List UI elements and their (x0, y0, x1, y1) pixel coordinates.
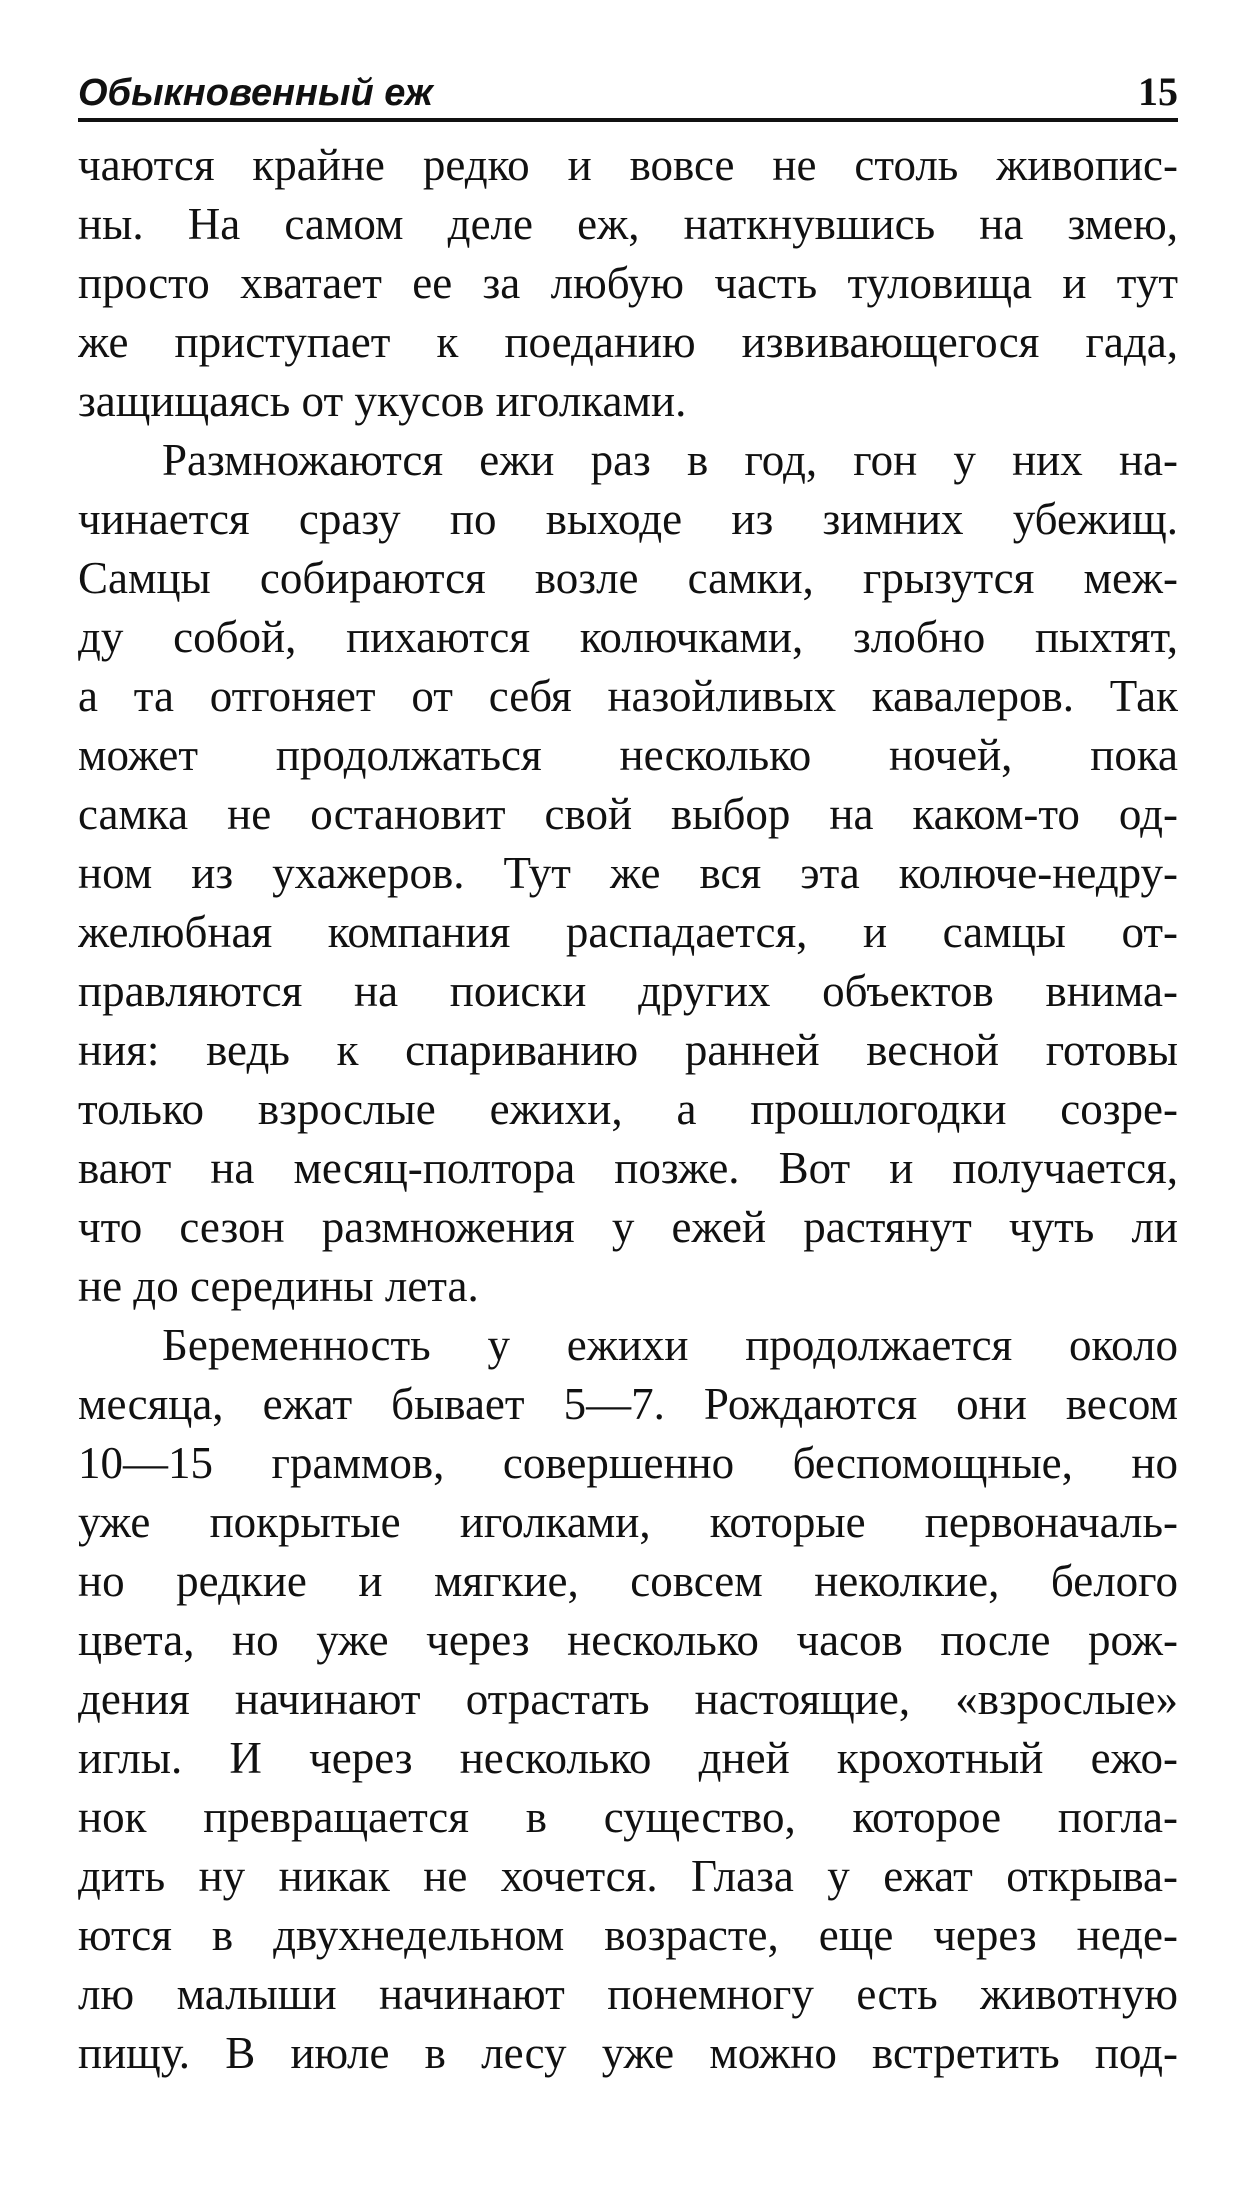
text-line: дения начинают отрастать настоящие, «взрослые» (78, 1674, 1178, 1724)
paragraph-reproduction (78, 431, 1178, 1316)
text-line: Беременность у ежихи продолжается около (162, 1320, 1178, 1370)
text-line: лю малыши начинают понемногу есть животную (78, 1969, 1178, 2019)
text-line: месяца, ежат бывает 5—7. Рождаются они весом (78, 1379, 1178, 1429)
text-line: уже покрытые иголками, которые первоначаль- (78, 1497, 1178, 1547)
text-line: ном из ухажеров. Тут же вся эта колюче-недру- (78, 848, 1178, 898)
text-line: желюбная компания распадается, и самцы от- (78, 907, 1178, 957)
paragraph-pregnancy (78, 1316, 1178, 2083)
text-line: Самцы собираются возле самки, грызутся меж- (78, 553, 1178, 603)
paragraph-continued (78, 136, 1178, 431)
text-line: защищаясь от укусов иголками. (78, 376, 687, 426)
text-line: пищу. В июле в лесу уже можно встретить под- (78, 2028, 1178, 2078)
text-line: Размножаются ежи раз в год, гон у них на- (162, 435, 1178, 485)
text-line: ду собой, пихаются колючками, злобно пыхтят, (78, 612, 1178, 662)
text-line: ния: ведь к спариванию ранней весной готовы (78, 1025, 1178, 1075)
text-line: правляются на поиски других объектов внима- (78, 966, 1178, 1016)
text-line: же приступает к поеданию извивающегося гада, (78, 317, 1178, 367)
text-line: что сезон размножения у ежей растянут чуть ли (78, 1202, 1178, 1252)
text-line: но редкие и мягкие, совсем неколкие, белого (78, 1556, 1178, 1606)
text-line: просто хватает ее за любую часть туловища и тут (78, 258, 1178, 308)
text-line: цвета, но уже через несколько часов после рож- (78, 1615, 1178, 1665)
running-title: Обыкновенный еж (78, 72, 433, 114)
text-line: 10—15 граммов, совершенно беспомощные, но (78, 1438, 1178, 1488)
page-number: 15 (1138, 69, 1178, 114)
text-line: чаются крайне редко и вовсе не столь живопис- (78, 140, 1178, 190)
text-line: ны. На самом деле еж, наткнувшись на змею, (78, 199, 1178, 249)
book-page (78, 56, 1178, 2136)
text-line: может продолжаться несколько ночей, пока (78, 730, 1178, 780)
text-line: вают на месяц-полтора позже. Вот и получается, (78, 1143, 1178, 1193)
text-line: чинается сразу по выходе из зимних убежищ. (78, 494, 1178, 544)
text-line: самка не остановит свой выбор на каком-то од- (78, 789, 1178, 839)
text-line: только взрослые ежихи, а прошлогодки созре- (78, 1084, 1178, 1134)
text-line: нок превращается в существо, которое погла- (78, 1792, 1178, 1842)
running-header (78, 56, 1178, 122)
body-text (78, 136, 1178, 2083)
text-line: иглы. И через несколько дней крохотный ежо- (78, 1733, 1178, 1783)
text-line: не до середины лета. (78, 1261, 479, 1311)
text-line: а та отгоняет от себя назойливых кавалеров. Так (78, 671, 1178, 721)
text-line: дить ну никак не хочется. Глаза у ежат открыва- (78, 1851, 1178, 1901)
text-line: ются в двухнедельном возрасте, еще через неде- (78, 1910, 1178, 1960)
